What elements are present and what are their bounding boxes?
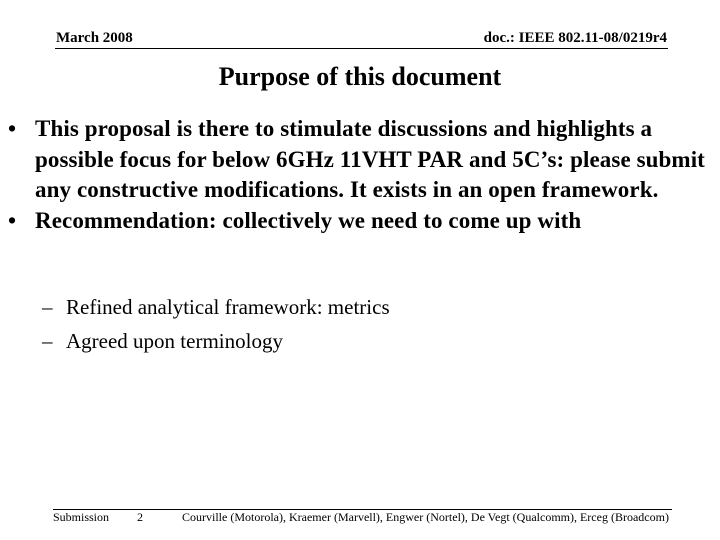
header-rule	[55, 48, 668, 49]
sub-bullet-marker: –	[42, 329, 53, 353]
sub-bullet-list	[42, 290, 682, 358]
sub-bullet-item	[42, 324, 682, 358]
slide-title: Purpose of this document	[218, 62, 502, 91]
sub-bullet-item	[42, 290, 682, 324]
sub-bullet-marker: –	[42, 295, 53, 319]
bullet-list	[8, 114, 708, 236]
sub-bullet-text: Agreed upon terminology	[66, 329, 283, 353]
bullet-item	[8, 114, 708, 206]
bullet-marker: •	[8, 207, 17, 233]
bullet-item	[8, 206, 708, 237]
footer-label: Submission	[53, 510, 110, 524]
bullet-text: This proposal is there to stimulate discussions and highlights a possible focus for below 6GHz 11VHT PAR and 5C’s: please submit any constructive modifications. It exists in an open framework.	[35, 116, 705, 202]
footer-authors: Courville (Motorola), Kraemer (Marvell), Engwer (Nortel), De Vegt (Qualcomm), Erceg (Broadcom)	[182, 510, 669, 524]
bullet-marker: •	[8, 116, 17, 141]
header-doc-id: doc.: IEEE 802.11-08/0219r4	[483, 30, 667, 46]
sub-bullet-text: Refined analytical framework: metrics	[66, 295, 390, 319]
header-date: March 2008	[56, 30, 133, 46]
bullet-text: Recommendation: collectively we need to come up with	[35, 207, 582, 233]
footer-page-number: 2	[137, 510, 143, 524]
